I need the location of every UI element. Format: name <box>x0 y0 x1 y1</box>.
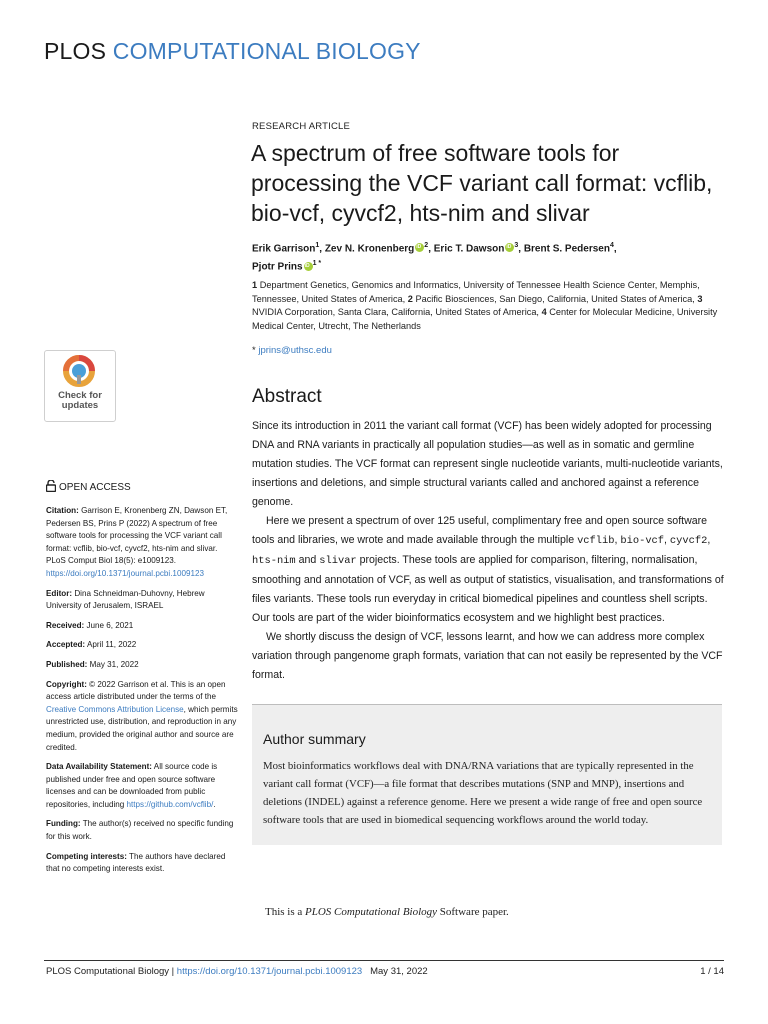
orcid-icon[interactable] <box>415 243 424 252</box>
received-block <box>46 620 238 633</box>
open-lock-icon <box>46 480 56 492</box>
tool-name: bio-vcf <box>620 535 665 547</box>
funding-block <box>46 818 238 843</box>
accepted-date: April 11, 2022 <box>85 640 137 650</box>
author-name[interactable]: Eric T. Dawson <box>433 243 505 255</box>
footer-journal: PLOS Computational Biology | <box>46 966 177 977</box>
abstract-paragraph-1: Since its introduction in 2011 the variant call format (VCF) has been widely adopted for processing DNA and RNA variants in practically all population studies—as well as in somatic and germline mutation studies. The VCF format can represent single nucleotide variants, multi-nucleotide variants, insertions and deletions, and simple structural variants called and anchored against a reference genome. <box>252 420 723 508</box>
corresponding-email-link[interactable]: jprins@uthsc.edu <box>258 345 332 356</box>
copyright-text-1: © 2022 Garrison et al. This is an open access article distributed under the terms of the <box>46 679 226 702</box>
author-affil-sup: 2 <box>424 242 429 249</box>
editor-key: Editor: <box>46 588 73 598</box>
affiliation-2: Pacific Biosciences, San Diego, California, United States of America, <box>415 293 695 304</box>
citation-text: Garrison E, Kronenberg ZN, Dawson ET, Pedersen BS, Prins P (2022) A spectrum of free software tools for processing the VCF variant call format: vcflib, bio-vcf, cyvcf2, hts-nim and slivar. PLoS Comput Biol 18(5): e1009123. <box>46 506 228 566</box>
funding-text: The author(s) received no specific funding for this work. <box>46 819 234 842</box>
author-affil-sup: 3 <box>514 242 519 249</box>
journal-logo-name: COMPUTATIONAL BIOLOGY <box>112 38 421 64</box>
copyright-key: Copyright: <box>46 679 87 689</box>
author-name: Brent S. Pedersen <box>523 243 610 255</box>
orcid-icon[interactable] <box>304 262 313 271</box>
affiliation-4: Center for Molecular Medicine, University Medical Center, Utrecht, The Netherlands <box>252 307 718 331</box>
license-link[interactable]: Creative Commons Attribution License <box>46 704 184 714</box>
author-name: Erik Garrison <box>252 243 316 255</box>
funding-key: Funding: <box>46 819 81 829</box>
author-affil-sup: 4 <box>609 242 614 249</box>
accepted-key: Accepted: <box>46 640 86 650</box>
published-key: Published: <box>46 659 88 669</box>
citation-block <box>46 505 238 581</box>
data-availability-block <box>46 761 238 811</box>
author-summary-text: Most bioinformatics workflows deal with DNA/RNA variations that are typically represented in the variant call format (VCF)—a file format that describes mutations (SNP and MNP), insertions and deletions (INDEL) against a reference genome. Here we present a wide range of free and open source software tools that are used in biomedical sequencing workflows around the world today. <box>263 760 703 826</box>
author-affil-sup: 1 * <box>312 260 322 268</box>
corresponding-author <box>252 345 332 356</box>
check-for-updates-button[interactable] <box>44 350 116 422</box>
abstract-and: and <box>298 554 317 566</box>
check-updates-line2: updates <box>61 400 99 411</box>
footer-divider <box>44 960 724 961</box>
author-name[interactable]: Zev N. Kronenberg <box>324 243 415 255</box>
author-name[interactable]: Pjotr Prins <box>252 261 303 273</box>
software-note-post: Software paper. <box>437 906 509 918</box>
data-availability-text: All source code is published under free and open source software licenses and can be downloaded from public repositories, including <box>46 762 218 809</box>
citation-key: Citation: <box>46 506 79 515</box>
abstract-paragraph-3: We shortly discuss the design of VCF, lessons learnt, and how we can address more complex variation through pangenome graph formats, variation that can not easily be represented by the VCF format. <box>252 631 723 681</box>
citation-doi-link[interactable]: https://doi.org/10.1371/journal.pcbi.1009123 <box>46 568 204 578</box>
competing-interests-key: Competing interests: <box>46 851 127 861</box>
accepted-block <box>46 639 238 652</box>
journal-logo-plos: PLOS <box>44 38 107 64</box>
article-metadata-sidebar <box>46 505 238 883</box>
tool-name: vcflib <box>577 535 615 547</box>
data-availability-end: . <box>213 799 216 809</box>
orcid-icon[interactable] <box>505 243 514 252</box>
received-key: Received: <box>46 620 85 630</box>
affiliation-3: NVIDIA Corporation, Santa Clara, California, United States of America, <box>252 307 539 317</box>
check-updates-line1: Check for <box>58 390 102 401</box>
article-type: RESEARCH ARTICLE <box>252 121 351 132</box>
abstract-paragraph-2: Here we present a spectrum of over 125 useful, complimentary free and open source software tools and libraries, we wrote and made available through the multiple vcflib, bio-vcf, cyvcf2, hts-nim and slivar projects. These tools are applied for comparison, filtering, normalisation, smoothing and annotation of VCF, as well as output of statistics, visualisation, and transformations of files variants. These tools run everyday in critical biomedical pipelines and countless shell scripts. Our tools are part of the wider bioinformatics ecosystem and we highlight best practices. <box>252 515 724 624</box>
github-link[interactable]: https://github.com/vcflib/ <box>126 799 214 809</box>
check-for-updates-icon <box>63 355 95 387</box>
abstract-p2-end: projects. These tools are applied for comparison, filtering, normalisation, smoothing and annotation of VCF, as well as output of statistics, visualisation, and transformations of files variants. These tools run everyday in critical biomedical pipelines and countless shell scripts. Our tools are part of the wider bioinformatics ecosystem and we highlight best practices. <box>252 554 724 624</box>
abstract-p2-start: Here we present a spectrum of over 125 useful, complimentary free and open source software tools and libraries, we wrote and made available through the multiple <box>252 515 708 546</box>
check-for-updates-label <box>45 391 115 411</box>
abstract-heading: Abstract <box>252 386 322 407</box>
article-title: A spectrum of free software tools for processing the VCF variant call format: vcflib, bio-vcf, cyvcf2, hts-nim and slivar <box>251 140 713 226</box>
author-summary-heading: Author summary <box>263 731 366 747</box>
competing-interests-text: The authors have declared that no competing interests exist. <box>46 851 226 874</box>
published-block <box>46 659 238 672</box>
copyright-block <box>46 679 238 755</box>
open-access-label: OPEN ACCESS <box>59 482 131 493</box>
author-affil-sup: 1 <box>315 242 320 249</box>
published-date: May 31, 2022 <box>87 659 139 669</box>
corresponding-star: * <box>252 345 256 356</box>
journal-logo <box>44 38 421 65</box>
editor-text: Dina Schneidman-Duhovny, Hebrew University of Jerusalem, ISRAEL <box>46 588 205 611</box>
footer-date: May 31, 2022 <box>370 966 428 977</box>
copyright-text-2: , which permits unrestricted use, distribution, and reproduction in any medium, provided the original author and source are credited. <box>46 704 238 752</box>
software-note-pre: This is a <box>265 906 306 918</box>
open-access-badge <box>46 480 131 493</box>
software-paper-note <box>265 906 509 918</box>
tool-name: hts-nim <box>252 555 296 567</box>
received-date: June 6, 2021 <box>84 620 134 630</box>
page-footer <box>46 966 428 977</box>
affiliation-1: Department Genetics, Genomics and Informatics, University of Tennessee Health Science Center, Memphis, Tennessee, United States of America, <box>252 280 700 304</box>
tool-name: cyvcf2 <box>669 535 708 547</box>
abstract-body <box>252 417 724 685</box>
editor-block <box>46 588 238 613</box>
competing-interests-block <box>46 851 238 876</box>
author-list: Erik Garrison$^1$, Zev N. KronenbergiD $^2$, Eric T. DawsoniD $^3$, Brent S. Pedersen$^4$, Pjotr PrinsiD $^{1 *}$ <box>252 238 722 275</box>
page-number: 1 / 14 <box>700 966 724 977</box>
affiliations: 1 Department Genetics, Genomics and Informatics, University of Tennessee Health Science Center, Memphis, Tennessee, United States of America, 2 Pacific Biosciences, San Diego, California, United States of America, 3 NVIDIA Corporation, Santa Clara, California, United States of America, 4 Center for Molecular Medicine, University Medical Center, Utrecht, The Netherlands <box>252 280 718 331</box>
tool-name: slivar <box>319 555 357 567</box>
footer-doi-link[interactable]: https://doi.org/10.1371/journal.pcbi.1009123 <box>176 966 363 977</box>
data-availability-key: Data Availability Statement: <box>46 762 152 772</box>
software-note-journal: PLOS Computational Biology <box>305 906 438 918</box>
